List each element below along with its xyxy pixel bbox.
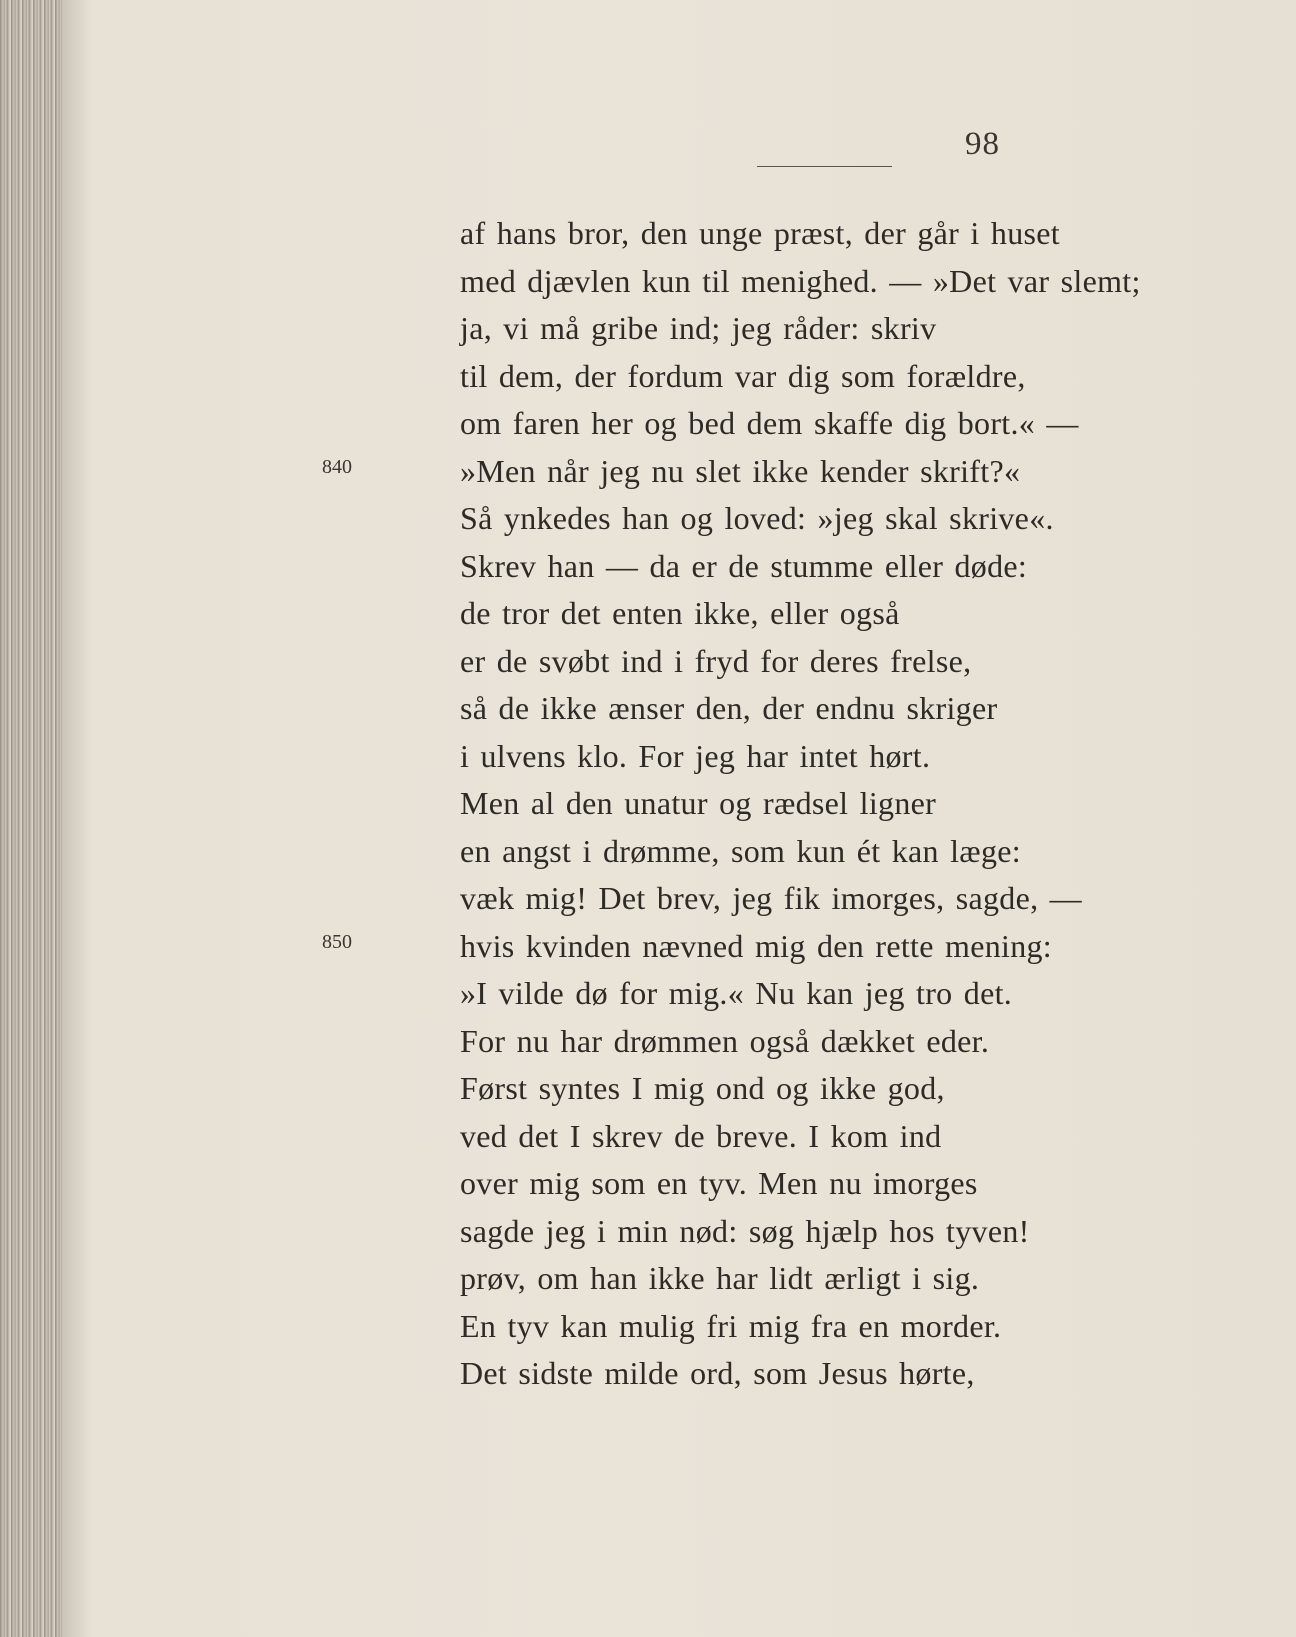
verse-line: med djævlen kun til menighed. — »Det var slemt; — [460, 262, 1141, 299]
verse-line: er de svøbt ind i fryd for deres frelse, — [460, 642, 972, 679]
verse-line: Skrev han — da er de stumme eller døde: — [460, 547, 1028, 584]
page-number-rule — [757, 166, 892, 167]
verse-line: af hans bror, den unge præst, der går i huset — [460, 215, 1060, 251]
verse-block — [460, 210, 1240, 1398]
verse-line: de tror det enten ikke, eller også — [460, 595, 900, 631]
verse-line: så de ikke ænser den, der endnu skriger — [460, 690, 998, 726]
verse-line: Det sidste milde ord, som Jesus hørte, — [460, 1355, 975, 1391]
verse-line: en angst i drømme, som kun ét kan læge: — [460, 832, 1021, 869]
book-spine — [0, 0, 62, 1637]
verse-line: En tyv kan mulig fri mig fra en morder. — [460, 1307, 1002, 1344]
page-number: 98 — [965, 126, 1000, 162]
spine-shadow — [62, 0, 92, 1637]
verse-line: »I vilde dø for mig.« Nu kan jeg tro det. — [460, 975, 1013, 1011]
verse-line: ved det I skrev de breve. I kom ind — [460, 1117, 942, 1154]
line-number-850: 850 — [322, 931, 352, 953]
verse-line: Men al den unatur og rædsel ligner — [460, 785, 937, 821]
verse-line: over mig som en tyv. Men nu imorges — [460, 1165, 978, 1201]
verse-line: For nu har drømmen også dækket eder. — [460, 1022, 990, 1059]
verse-line: Så ynkedes han og loved: »jeg skal skrive«. — [460, 500, 1054, 536]
verse-line: om faren her og bed dem skaffe dig bort.« — — [460, 405, 1079, 441]
verse-line: væk mig! Det brev, jeg fik imorges, sagde, — — [460, 880, 1082, 916]
verse-line: hvis kvinden nævned mig den rette mening: — [460, 927, 1052, 964]
line-number-840: 840 — [322, 456, 352, 478]
verse-line: i ulvens klo. For jeg har intet hørt. — [460, 737, 931, 774]
verse-line: ja, vi må gribe ind; jeg råder: skriv — [460, 310, 937, 346]
verse-line: »Men når jeg nu slet ikke kender skrift?« — [460, 452, 1021, 489]
verse-line: til dem, der fordum var dig som forældre, — [460, 357, 1026, 394]
verse-line: prøv, om han ikke har lidt ærligt i sig. — [460, 1260, 980, 1296]
verse-line: Først syntes I mig ond og ikke god, — [460, 1070, 945, 1106]
verse-line: sagde jeg i min nød: søg hjælp hos tyven! — [460, 1212, 1030, 1249]
